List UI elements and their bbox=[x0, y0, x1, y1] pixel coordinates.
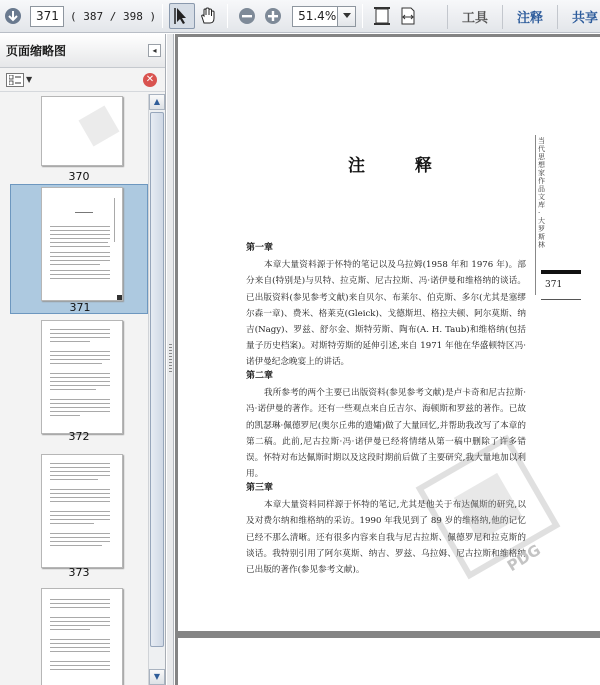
thumb-line bbox=[50, 385, 110, 386]
section-heading: 第三章 bbox=[246, 483, 274, 493]
thumb-line bbox=[50, 264, 100, 265]
delete-page-icon[interactable]: ✕ bbox=[143, 73, 157, 87]
thumbnail-label: 371 bbox=[69, 301, 91, 314]
thumb-line bbox=[50, 373, 110, 374]
document-page bbox=[178, 37, 600, 631]
thumb-line bbox=[50, 607, 110, 608]
thumb-line bbox=[50, 252, 110, 253]
thumb-line bbox=[50, 475, 110, 476]
thumb-line bbox=[75, 212, 93, 213]
thumb-line bbox=[50, 625, 110, 626]
thumb-line bbox=[50, 501, 110, 502]
page-title: 注 释 bbox=[348, 156, 454, 176]
thumb-line bbox=[50, 274, 110, 275]
thumb-line bbox=[50, 603, 110, 604]
page-number-rule bbox=[541, 270, 581, 274]
thumbnail-item[interactable] bbox=[10, 320, 148, 450]
options-list-icon bbox=[9, 75, 21, 85]
thumb-line bbox=[50, 479, 98, 480]
panel-toolbar bbox=[0, 68, 165, 92]
thumbnail-list bbox=[0, 94, 148, 685]
next-document-page bbox=[178, 638, 600, 685]
thumb-line bbox=[50, 511, 110, 512]
hand-tool-button[interactable] bbox=[195, 3, 221, 29]
note-section bbox=[246, 240, 526, 371]
thumb-line bbox=[50, 333, 110, 334]
section-heading: 第二章 bbox=[246, 371, 274, 381]
page-number-rule bbox=[541, 299, 581, 300]
collapse-panel-button[interactable]: ◂ bbox=[148, 44, 161, 57]
thumb-line bbox=[50, 329, 110, 330]
toolbar-separator bbox=[162, 4, 163, 28]
thumb-line bbox=[50, 381, 110, 382]
thumb-line bbox=[50, 617, 110, 618]
hand-icon bbox=[199, 7, 217, 25]
section-body: 本章大量资料源于怀特的笔记以及乌拉姆(1958 年和 1976 年)。部分来自(特别是)与贝特、拉克斯、尼古拉斯、冯·诺伊曼和维格纳的谈话。已出版资料(参见参考文献)来自贝尔、布莱尔、伯克斯、多尔(尤其是塞缪尔森一章)、费米、格莱克(Gleick)、戈德斯坦、格拉夫顿、阿尔莫斯、纳吉(Nagy)、罗兹、舒尔金、斯特劳斯、陶布(A. H. Taub)和维格纳(包括量子历史档案)。对斯特劳斯的延伸引述,来自 1971 年他在华盛顿特区冯·诺伊曼纪念晚宴上的讲话。 bbox=[246, 260, 526, 368]
page-thumbnails-panel bbox=[0, 34, 166, 685]
watermark-mark bbox=[79, 106, 120, 147]
thumb-line bbox=[50, 337, 110, 338]
chevron-down-icon bbox=[343, 13, 351, 19]
down-arrow-icon bbox=[4, 7, 22, 25]
thumb-line bbox=[50, 523, 94, 524]
thumb-line bbox=[50, 497, 110, 498]
fit-page-button[interactable] bbox=[369, 3, 395, 29]
thumb-line bbox=[50, 541, 110, 542]
thumbnail-options-button[interactable] bbox=[6, 73, 24, 87]
thumbnail-page-372[interactable] bbox=[41, 320, 123, 434]
section-heading: 第一章 bbox=[246, 243, 274, 253]
toolbar-separator bbox=[362, 4, 363, 28]
thumb-line bbox=[50, 519, 110, 520]
thumb-line bbox=[50, 467, 110, 468]
scrollbar-thumb[interactable] bbox=[150, 112, 164, 647]
thumbnail-page-next[interactable] bbox=[41, 588, 123, 685]
page-count: ( 387 / 398 ) bbox=[70, 9, 157, 23]
next-page-button[interactable] bbox=[0, 3, 26, 29]
section-body: 我所参考的两个主要已出版资料(参见参考文献)是卢卡奇和尼古拉斯·冯·诺伊曼的著作。还有一些观点来自丘吉尔、海顿斯和罗兹的著作。已故的凯瑟琳·佩德罗尼(奥尔丘弗的遗孀)做了大量回忆,并帮助我改写了本章的第二稿。此前,尼古拉斯·冯·诺伊曼已经将情绪从第一稿中删除了许多错误。怀特对布达佩斯时期以及这段时期前后做了主要研究,我大量地加以利用。 bbox=[246, 388, 526, 480]
thumb-line bbox=[50, 629, 90, 630]
thumbnail-item-selected[interactable] bbox=[10, 184, 148, 314]
toolbar-right-group bbox=[447, 0, 600, 33]
thumb-line bbox=[50, 403, 110, 404]
thumb-line bbox=[50, 363, 102, 364]
section-body: 本章大量资料同样源于怀特的笔记,尤其是他关于布达佩斯的研究,以及对费尔纳和维格纳的采访。1990 年我见到了 89 岁的维格纳,他的记忆已经不那么清晰。还有很多内容来自我与尼古拉斯、佩德罗尼和拉克斯的谈话。我特别引用了阿尔莫斯、纳吉、罗兹、乌拉姆、尼古拉斯和维格纳已出版的著作(参见参考文献)。 bbox=[246, 500, 526, 576]
panel-splitter[interactable] bbox=[167, 34, 174, 685]
page-number-input[interactable]: 371 bbox=[30, 6, 64, 27]
thumb-line bbox=[50, 351, 110, 352]
thumb-line bbox=[50, 359, 110, 360]
document-viewport[interactable] bbox=[175, 34, 600, 685]
thumb-line bbox=[50, 647, 110, 648]
fit-width-icon bbox=[399, 6, 417, 26]
cursor-arrow-icon bbox=[174, 7, 190, 25]
chevron-down-icon[interactable]: ▼ bbox=[26, 75, 33, 84]
resize-handle[interactable] bbox=[117, 295, 122, 300]
thumb-line bbox=[50, 260, 110, 261]
thumbnail-label: 372 bbox=[68, 430, 90, 443]
thumb-line bbox=[50, 226, 110, 227]
thumb-line bbox=[50, 639, 110, 640]
thumb-line bbox=[50, 471, 110, 472]
thumb-line bbox=[50, 489, 110, 490]
thumb-line bbox=[50, 341, 90, 342]
thumbnail-scrollbar[interactable] bbox=[148, 94, 165, 685]
zoom-out-button[interactable] bbox=[234, 3, 260, 29]
share-pane-button[interactable]: 共享 bbox=[571, 11, 598, 26]
grip-dots bbox=[169, 344, 172, 374]
thumbnail-label: 373 bbox=[68, 566, 90, 579]
thumb-line bbox=[50, 377, 110, 378]
thumb-line bbox=[50, 643, 110, 644]
thumb-line bbox=[50, 415, 80, 416]
thumb-line bbox=[50, 256, 110, 257]
thumbnail-page-370[interactable] bbox=[41, 96, 123, 166]
plus-circle-icon bbox=[264, 7, 282, 25]
thumbnail-page-371[interactable] bbox=[41, 187, 123, 301]
thumb-line bbox=[50, 270, 110, 271]
thumb-line bbox=[50, 599, 110, 600]
thumb-line bbox=[50, 399, 110, 400]
thumb-line bbox=[50, 238, 110, 239]
thumb-line bbox=[50, 621, 110, 622]
zoom-in-button[interactable] bbox=[260, 3, 286, 29]
panel-header bbox=[0, 34, 165, 68]
thumb-line bbox=[50, 463, 110, 464]
thumb-line bbox=[50, 411, 110, 412]
comment-pane-button[interactable]: 注释 bbox=[516, 11, 543, 26]
page-number: 371 bbox=[545, 280, 563, 290]
thumb-line bbox=[50, 493, 110, 494]
thumbnail-item[interactable] bbox=[10, 94, 148, 186]
thumb-line bbox=[50, 661, 110, 662]
zoom-level-input[interactable]: 51.4% bbox=[292, 6, 338, 27]
panel-title: 页面缩略图 bbox=[6, 44, 67, 58]
thumbnail-item[interactable] bbox=[10, 588, 148, 685]
fit-width-button[interactable] bbox=[395, 3, 421, 29]
thumb-line bbox=[50, 651, 110, 652]
thumb-line bbox=[50, 246, 110, 247]
watermark-text: PDG bbox=[503, 540, 544, 576]
select-tool-button[interactable] bbox=[169, 3, 195, 29]
thumb-line bbox=[50, 278, 110, 279]
thumb-line bbox=[50, 234, 110, 235]
thumb-line bbox=[50, 407, 110, 408]
scroll-up-button[interactable]: ▲ bbox=[149, 94, 165, 110]
thumb-line bbox=[50, 545, 102, 546]
thumb-line bbox=[50, 533, 110, 534]
scroll-down-button[interactable]: ▼ bbox=[149, 669, 165, 685]
tools-pane-button[interactable]: 工具 bbox=[461, 11, 488, 26]
minus-circle-icon bbox=[238, 7, 256, 25]
zoom-dropdown-button[interactable] bbox=[338, 6, 356, 27]
thumb-line bbox=[50, 230, 110, 231]
toolbar-separator bbox=[227, 4, 228, 28]
running-head-rule bbox=[535, 135, 536, 295]
thumb-line bbox=[50, 665, 110, 666]
thumb-line bbox=[50, 537, 110, 538]
main-toolbar bbox=[0, 0, 600, 33]
running-head: 当代思想家作品文库·大罗斯林 bbox=[538, 137, 545, 249]
fit-page-icon bbox=[373, 6, 391, 26]
thumb-line bbox=[50, 669, 110, 670]
thumb-line bbox=[50, 389, 96, 390]
thumbnail-label: 370 bbox=[68, 170, 90, 183]
thumbnail-page-373[interactable] bbox=[41, 454, 123, 568]
thumb-line bbox=[114, 198, 115, 242]
thumbnail-item[interactable] bbox=[10, 454, 148, 584]
thumb-line bbox=[50, 242, 108, 243]
thumb-line bbox=[50, 355, 110, 356]
thumb-line bbox=[50, 515, 110, 516]
